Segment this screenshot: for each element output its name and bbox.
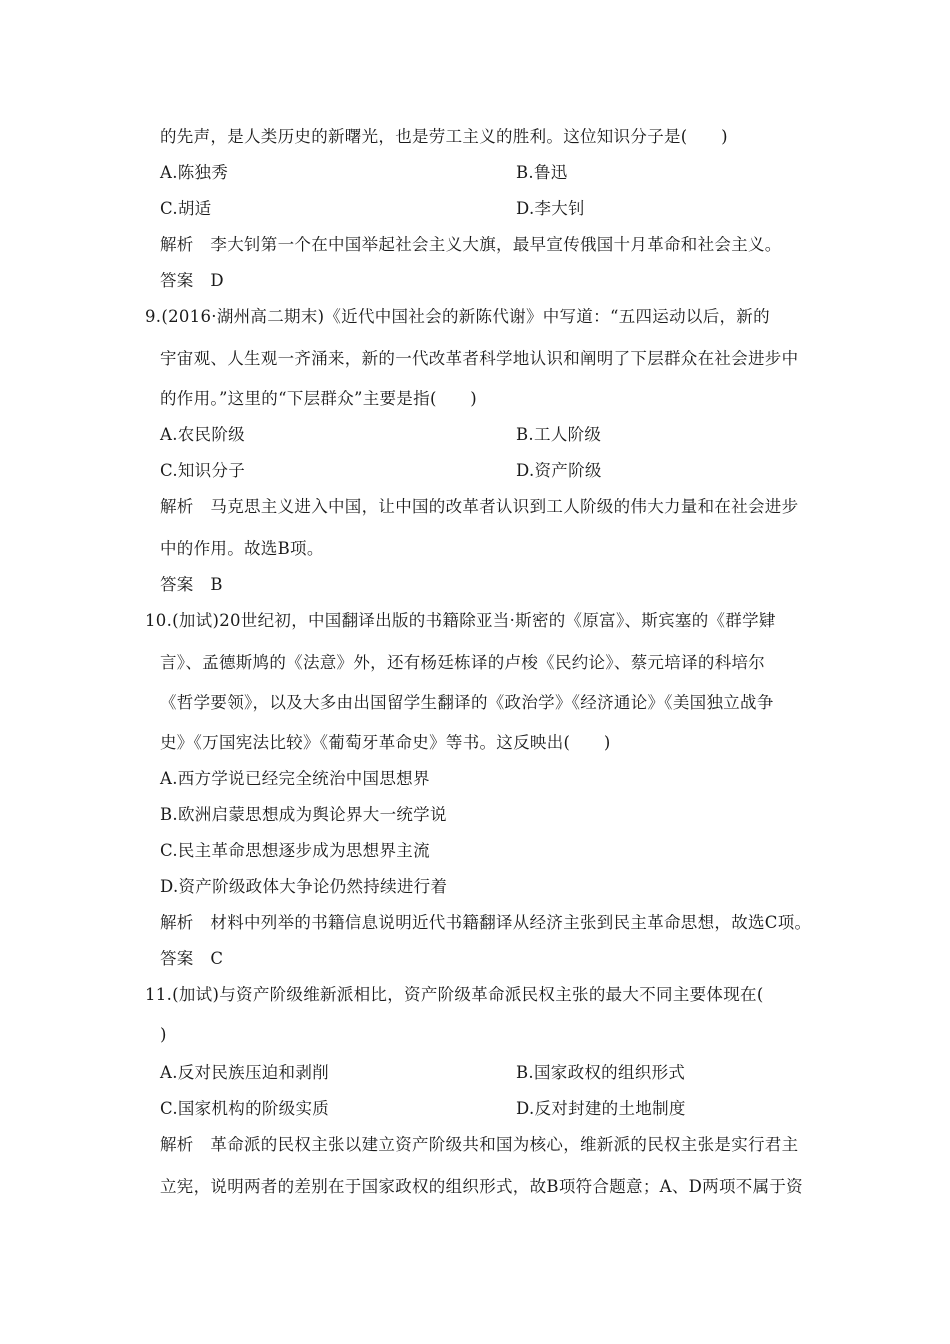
q8-option-c: C.胡适 xyxy=(160,199,212,218)
q10-stem-line-1: 10.(加试)20世纪初，中国翻译出版的书籍除亚当·斯密的《原富》、斯宾塞的《群学肄 xyxy=(145,611,776,630)
q8-option-d: D.李大钊 xyxy=(516,199,585,218)
q10-analysis: 解析 材料中列举的书籍信息说明近代书籍翻译从经济主张到民主革命思想，故选C项。 xyxy=(160,913,812,932)
q10-option-b: B.欧洲启蒙思想成为舆论界大一统学说 xyxy=(160,805,447,824)
q10-stem-line-3: 《哲学要领》，以及大多由出国留学生翻译的《政治学》《经济通论》《美国独立战争 xyxy=(160,693,774,712)
q9-stem-line-3: 的作用。”这里的“下层群众”主要是指( ) xyxy=(160,389,478,408)
q9-answer: 答案 B xyxy=(160,575,223,594)
q9-option-b: B.工人阶级 xyxy=(516,425,602,444)
q11-stem-line-1: 11.(加试)与资产阶级维新派相比，资产阶级革命派民权主张的最大不同主要体现在( xyxy=(145,985,764,1004)
q11-option-b: B.国家政权的组织形式 xyxy=(516,1063,686,1082)
q10-option-a: A.西方学说已经完全统治中国思想界 xyxy=(160,769,430,788)
q9-stem-line-2: 宇宙观、人生观一齐涌来，新的一代改革者科学地认识和阐明了下层群众在社会进步中 xyxy=(160,349,799,368)
q8-stem-tail: 的先声，是人类历史的新曙光，也是劳工主义的胜利。这位知识分子是( ) xyxy=(160,127,728,146)
q11-analysis-line-1: 解析 革命派的民权主张以建立资产阶级共和国为核心，维新派的民权主张是实行君主 xyxy=(160,1135,799,1154)
q8-answer: 答案 D xyxy=(160,271,224,290)
q10-answer: 答案 C xyxy=(160,949,224,968)
q10-option-c: C.民主革命思想逐步成为思想界主流 xyxy=(160,841,430,860)
q8-analysis: 解析 李大钊第一个在中国举起社会主义大旗，最早宣传俄国十月革命和社会主义。 xyxy=(160,235,782,254)
q9-stem-line-1: 9.(2016·湖州高二期末)《近代中国社会的新陈代谢》中写道：“五四运动以后，新的 xyxy=(145,307,770,326)
q9-analysis-line-2: 中的作用。故选B项。 xyxy=(160,539,324,558)
q8-option-b: B.鲁迅 xyxy=(516,163,568,182)
q11-option-d: D.反对封建的土地制度 xyxy=(516,1099,686,1118)
q11-option-a: A.反对民族压迫和剥削 xyxy=(160,1063,329,1082)
q9-option-c: C.知识分子 xyxy=(160,461,246,480)
q9-option-d: D.资产阶级 xyxy=(516,461,602,480)
q8-option-a: A.陈独秀 xyxy=(160,163,229,182)
q9-option-a: A.农民阶级 xyxy=(160,425,245,444)
q10-stem-line-2: 言》、孟德斯鸠的《法意》外，还有杨廷栋译的卢梭《民约论》、蔡元培译的科培尔 xyxy=(160,653,766,672)
q10-option-d: D.资产阶级政体大争论仍然持续进行着 xyxy=(160,877,448,896)
q11-option-c: C.国家机构的阶级实质 xyxy=(160,1099,330,1118)
q11-analysis-line-2: 立宪，说明两者的差别在于国家政权的组织形式，故B项符合题意；A、D两项不属于资 xyxy=(160,1177,803,1196)
q10-stem-line-4: 史》《万国宪法比较》《葡萄牙革命史》等书。这反映出( ) xyxy=(160,733,611,752)
q11-stem-line-2: ) xyxy=(160,1025,167,1044)
q9-analysis-line-1: 解析 马克思主义进入中国，让中国的改革者认识到工人阶级的伟大力量和在社会进步 xyxy=(160,497,799,516)
